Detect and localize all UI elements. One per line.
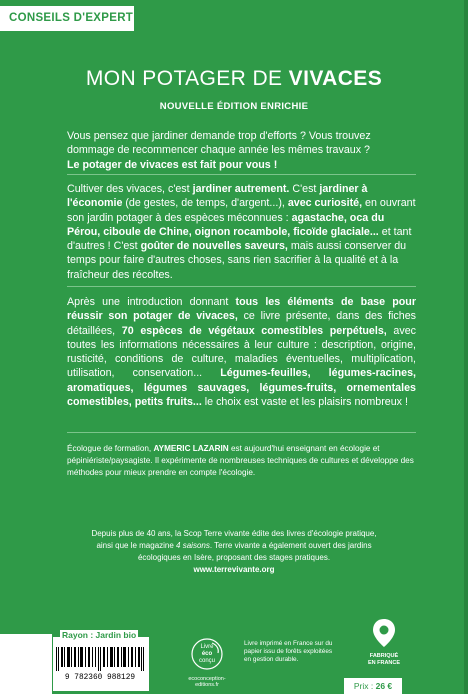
magazine-name: 4 saisons bbox=[176, 541, 210, 550]
text-run: et tant d'autres ! C'est bbox=[67, 225, 412, 253]
publisher-line bbox=[0, 540, 468, 552]
eco-logo-text bbox=[194, 644, 220, 665]
spine-edge bbox=[464, 0, 468, 694]
text-run: (de gestes, de temps, d'argent...), bbox=[122, 197, 288, 210]
author-bio bbox=[67, 443, 416, 479]
text-run: Après une introduction donnant bbox=[67, 296, 236, 308]
title-light: MON POTAGER DE bbox=[85, 67, 289, 90]
eco-logo-url: ecoconception-editions.fr bbox=[188, 676, 226, 688]
publisher-line: Depuis plus de 40 ans, la Scop Terre vivante édite des livres d'écologie pratique, bbox=[91, 529, 377, 538]
divider bbox=[67, 432, 416, 433]
edition-subtitle: NOUVELLE ÉDITION ENRICHIE bbox=[159, 101, 309, 112]
title-bold: VIVACES bbox=[288, 67, 383, 90]
divider bbox=[67, 174, 416, 175]
bold-run: agastache, oca du Pérou, ciboule de Chine, oignon rocambole, ficoïde glaciale... bbox=[67, 211, 385, 238]
text-run: . Terre vivante a également ouvert des jardins bbox=[209, 541, 372, 550]
author-name: AYMERIC LAZARIN bbox=[153, 444, 229, 453]
price-label: Prix : bbox=[353, 681, 376, 691]
text-run: est aujourd'hui enseignant en écologie et pépiniériste/paysagiste. Il expérimente de nombreuses techniques de cultures et développe des méthodes pour mieux prendre en compte l'écologie. bbox=[67, 444, 414, 477]
contents-paragraph bbox=[67, 295, 416, 409]
publisher-line: écologiques en Isère, proposant des stages pratiques. bbox=[137, 553, 331, 562]
text-run: Cultiver des vivaces, c'est bbox=[67, 183, 193, 195]
eco-logo-line: éco bbox=[201, 651, 213, 657]
intro-paragraph bbox=[67, 129, 416, 172]
corner-block bbox=[0, 634, 52, 694]
location-pin-icon bbox=[372, 618, 396, 648]
isbn-number: 9 782360 988129 bbox=[64, 674, 136, 682]
price-tag bbox=[344, 678, 402, 694]
text-run: C'est bbox=[289, 183, 320, 195]
eco-logo-line: Livre bbox=[200, 644, 214, 650]
price-value: 26 € bbox=[375, 681, 393, 691]
text-run: avec toutes les informations nécessaires à leur culture : description, origine, rusticité, conditions de culture, maladies éventuelles, multiplication, utilisation, conservation... bbox=[67, 324, 416, 380]
bold-run: avec curiosité, bbox=[287, 197, 363, 210]
intro-text: Vous pensez que jardiner demande trop d'efforts ? Vous trouvez dommage de recommencer chaque année les mêmes travaux ? bbox=[67, 130, 371, 157]
cultivate-paragraph bbox=[67, 182, 416, 282]
barcode bbox=[56, 647, 144, 671]
text-run: Écologue de formation, bbox=[67, 444, 154, 453]
divider bbox=[67, 286, 416, 287]
bold-run: tous les éléments de base pour réussir son potager de vivaces, bbox=[67, 296, 416, 323]
text-run: ce livre présente, dans des fiches détaillées, bbox=[67, 310, 416, 337]
bold-run: goûter de nouvelles saveurs, bbox=[140, 240, 288, 253]
made-in-france-label bbox=[354, 653, 414, 667]
printing-note: Livre imprimé en France sur du papier issu de forêts exploitées en gestion durable. bbox=[244, 640, 333, 663]
shelf-category: Rayon : Jardin bio bbox=[62, 630, 137, 640]
bold-run: 70 espèces de végétaux comestibles perpétuels, bbox=[121, 324, 387, 337]
series-label: CONSEILS D'EXPERT bbox=[0, 6, 134, 31]
bold-run: jardiner à l'économie bbox=[67, 183, 368, 210]
publisher-url[interactable]: www.terrevivante.org bbox=[193, 565, 275, 574]
intro-bold: Le potager de vivaces est fait pour vous ! bbox=[67, 158, 278, 171]
text-run: en ouvrant son jardin potager à des espèces méconnues : bbox=[67, 197, 416, 224]
text-run: ainsi que le magazine bbox=[96, 541, 177, 550]
text-run: mais aussi conserver du temps pour faire d'autres choses, sans rien sacrifier à la qualité et à la fraîcheur des récoltes. bbox=[67, 240, 407, 281]
book-title bbox=[0, 67, 468, 91]
text-run: le choix est vaste et les plaisirs nombreux ! bbox=[201, 396, 408, 409]
bold-run: Légumes-feuilles, légumes-racines, aromatiques, légumes sauvages, légumes-fruits, ornementales comestibles, petits fruits... bbox=[67, 367, 416, 409]
bold-run: jardiner autrement. bbox=[192, 183, 290, 195]
eco-logo-line: conçu bbox=[198, 658, 215, 664]
fab-line: EN FRANCE bbox=[367, 660, 401, 666]
fab-line: FABRIQUÉ bbox=[369, 653, 399, 659]
publisher-blurb bbox=[0, 528, 468, 576]
